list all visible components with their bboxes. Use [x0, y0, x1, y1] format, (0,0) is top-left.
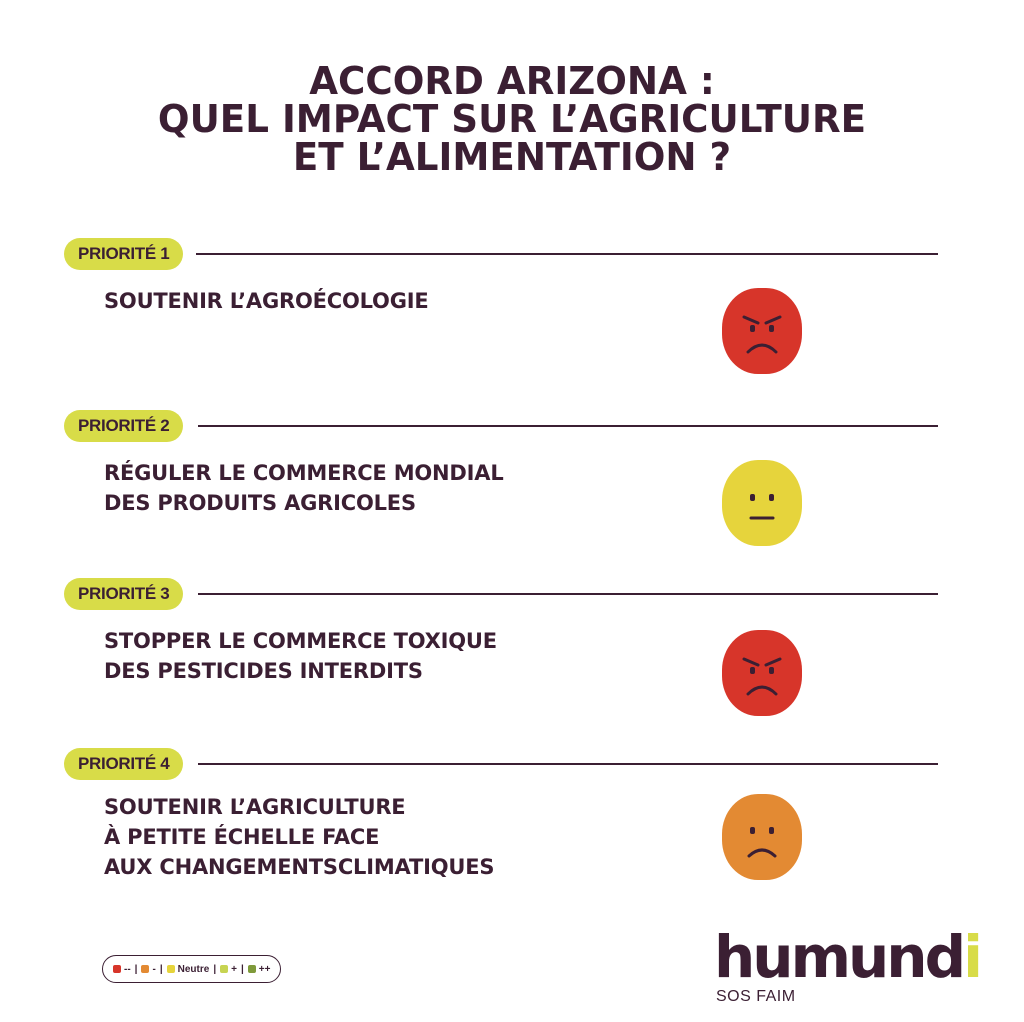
- priority-3-line-2: DES PESTICIDES INTERDITS: [104, 659, 423, 683]
- priority-2-line-2: DES PRODUITS AGRICOLES: [104, 491, 416, 515]
- logo-word-accent: i: [963, 923, 981, 991]
- rating-legend: [102, 955, 281, 983]
- legend-separator: |: [213, 963, 217, 975]
- title-line-2: QUEL IMPACT SUR L’AGRICULTURE: [157, 97, 867, 141]
- title-line-1: ACCORD ARIZONA :: [309, 59, 715, 103]
- priority-1-section: [0, 238, 1024, 418]
- logo-word-part-2: d: [924, 923, 964, 991]
- priority-1-line-1: SOUTENIR L’AGROÉCOLOGIE: [104, 289, 429, 313]
- priority-2-text: [104, 458, 504, 518]
- title-line-3: ET L’ALIMENTATION ?: [292, 135, 732, 179]
- priority-4-line-3: AUX CHANGEMENTSCLIMATIQUES: [104, 855, 495, 879]
- priority-4-text: [104, 792, 494, 882]
- legend-label-neutral: Neutre: [177, 963, 210, 975]
- legend-label-positive: +: [231, 963, 237, 975]
- legend-label-very-positive: ++: [258, 963, 271, 975]
- angry-face-icon: [722, 288, 802, 374]
- priority-2-line-1: RÉGULER LE COMMERCE MONDIAL: [104, 461, 504, 485]
- priority-3-text: [104, 626, 497, 686]
- priority-1-text: [104, 286, 429, 316]
- priority-4-divider: [198, 763, 938, 765]
- legend-separator: |: [134, 963, 138, 975]
- neutral-face-icon: [722, 460, 802, 546]
- legend-positive-icon: [220, 965, 228, 973]
- humundi-logo: [714, 923, 981, 1005]
- sad-face-icon: [722, 794, 802, 880]
- logo-word-part-1: humun: [714, 923, 925, 991]
- priority-2-divider: [198, 425, 938, 427]
- priority-3-divider: [198, 593, 938, 595]
- priority-4-section: [0, 748, 1024, 928]
- legend-label-very-negative: --: [124, 963, 131, 975]
- priority-1-badge: PRIORITÉ 1: [64, 238, 183, 270]
- legend-label-negative: -: [152, 963, 156, 975]
- angry-face-icon: [722, 630, 802, 716]
- legend-negative-icon: [141, 965, 149, 973]
- priority-4-badge: PRIORITÉ 4: [64, 748, 183, 780]
- legend-very-positive-icon: [248, 965, 256, 973]
- priority-4-line-2: À PETITE ÉCHELLE FACE: [104, 825, 380, 849]
- legend-separator: |: [159, 963, 163, 975]
- logo-wordmark: [714, 923, 981, 991]
- legend-separator: |: [240, 963, 244, 975]
- page-title: [0, 59, 1024, 179]
- legend-neutral-icon: [167, 965, 175, 973]
- priority-2-badge: PRIORITÉ 2: [64, 410, 183, 442]
- legend-very-negative-icon: [113, 965, 121, 973]
- priority-4-line-1: SOUTENIR L’AGRICULTURE: [104, 795, 406, 819]
- priority-1-divider: [196, 253, 938, 255]
- logo-subtitle: SOS FAIM: [716, 988, 796, 1005]
- priority-3-section: [0, 578, 1024, 758]
- priority-3-line-1: STOPPER LE COMMERCE TOXIQUE: [104, 629, 497, 653]
- priority-2-section: [0, 410, 1024, 590]
- priority-3-badge: PRIORITÉ 3: [64, 578, 183, 610]
